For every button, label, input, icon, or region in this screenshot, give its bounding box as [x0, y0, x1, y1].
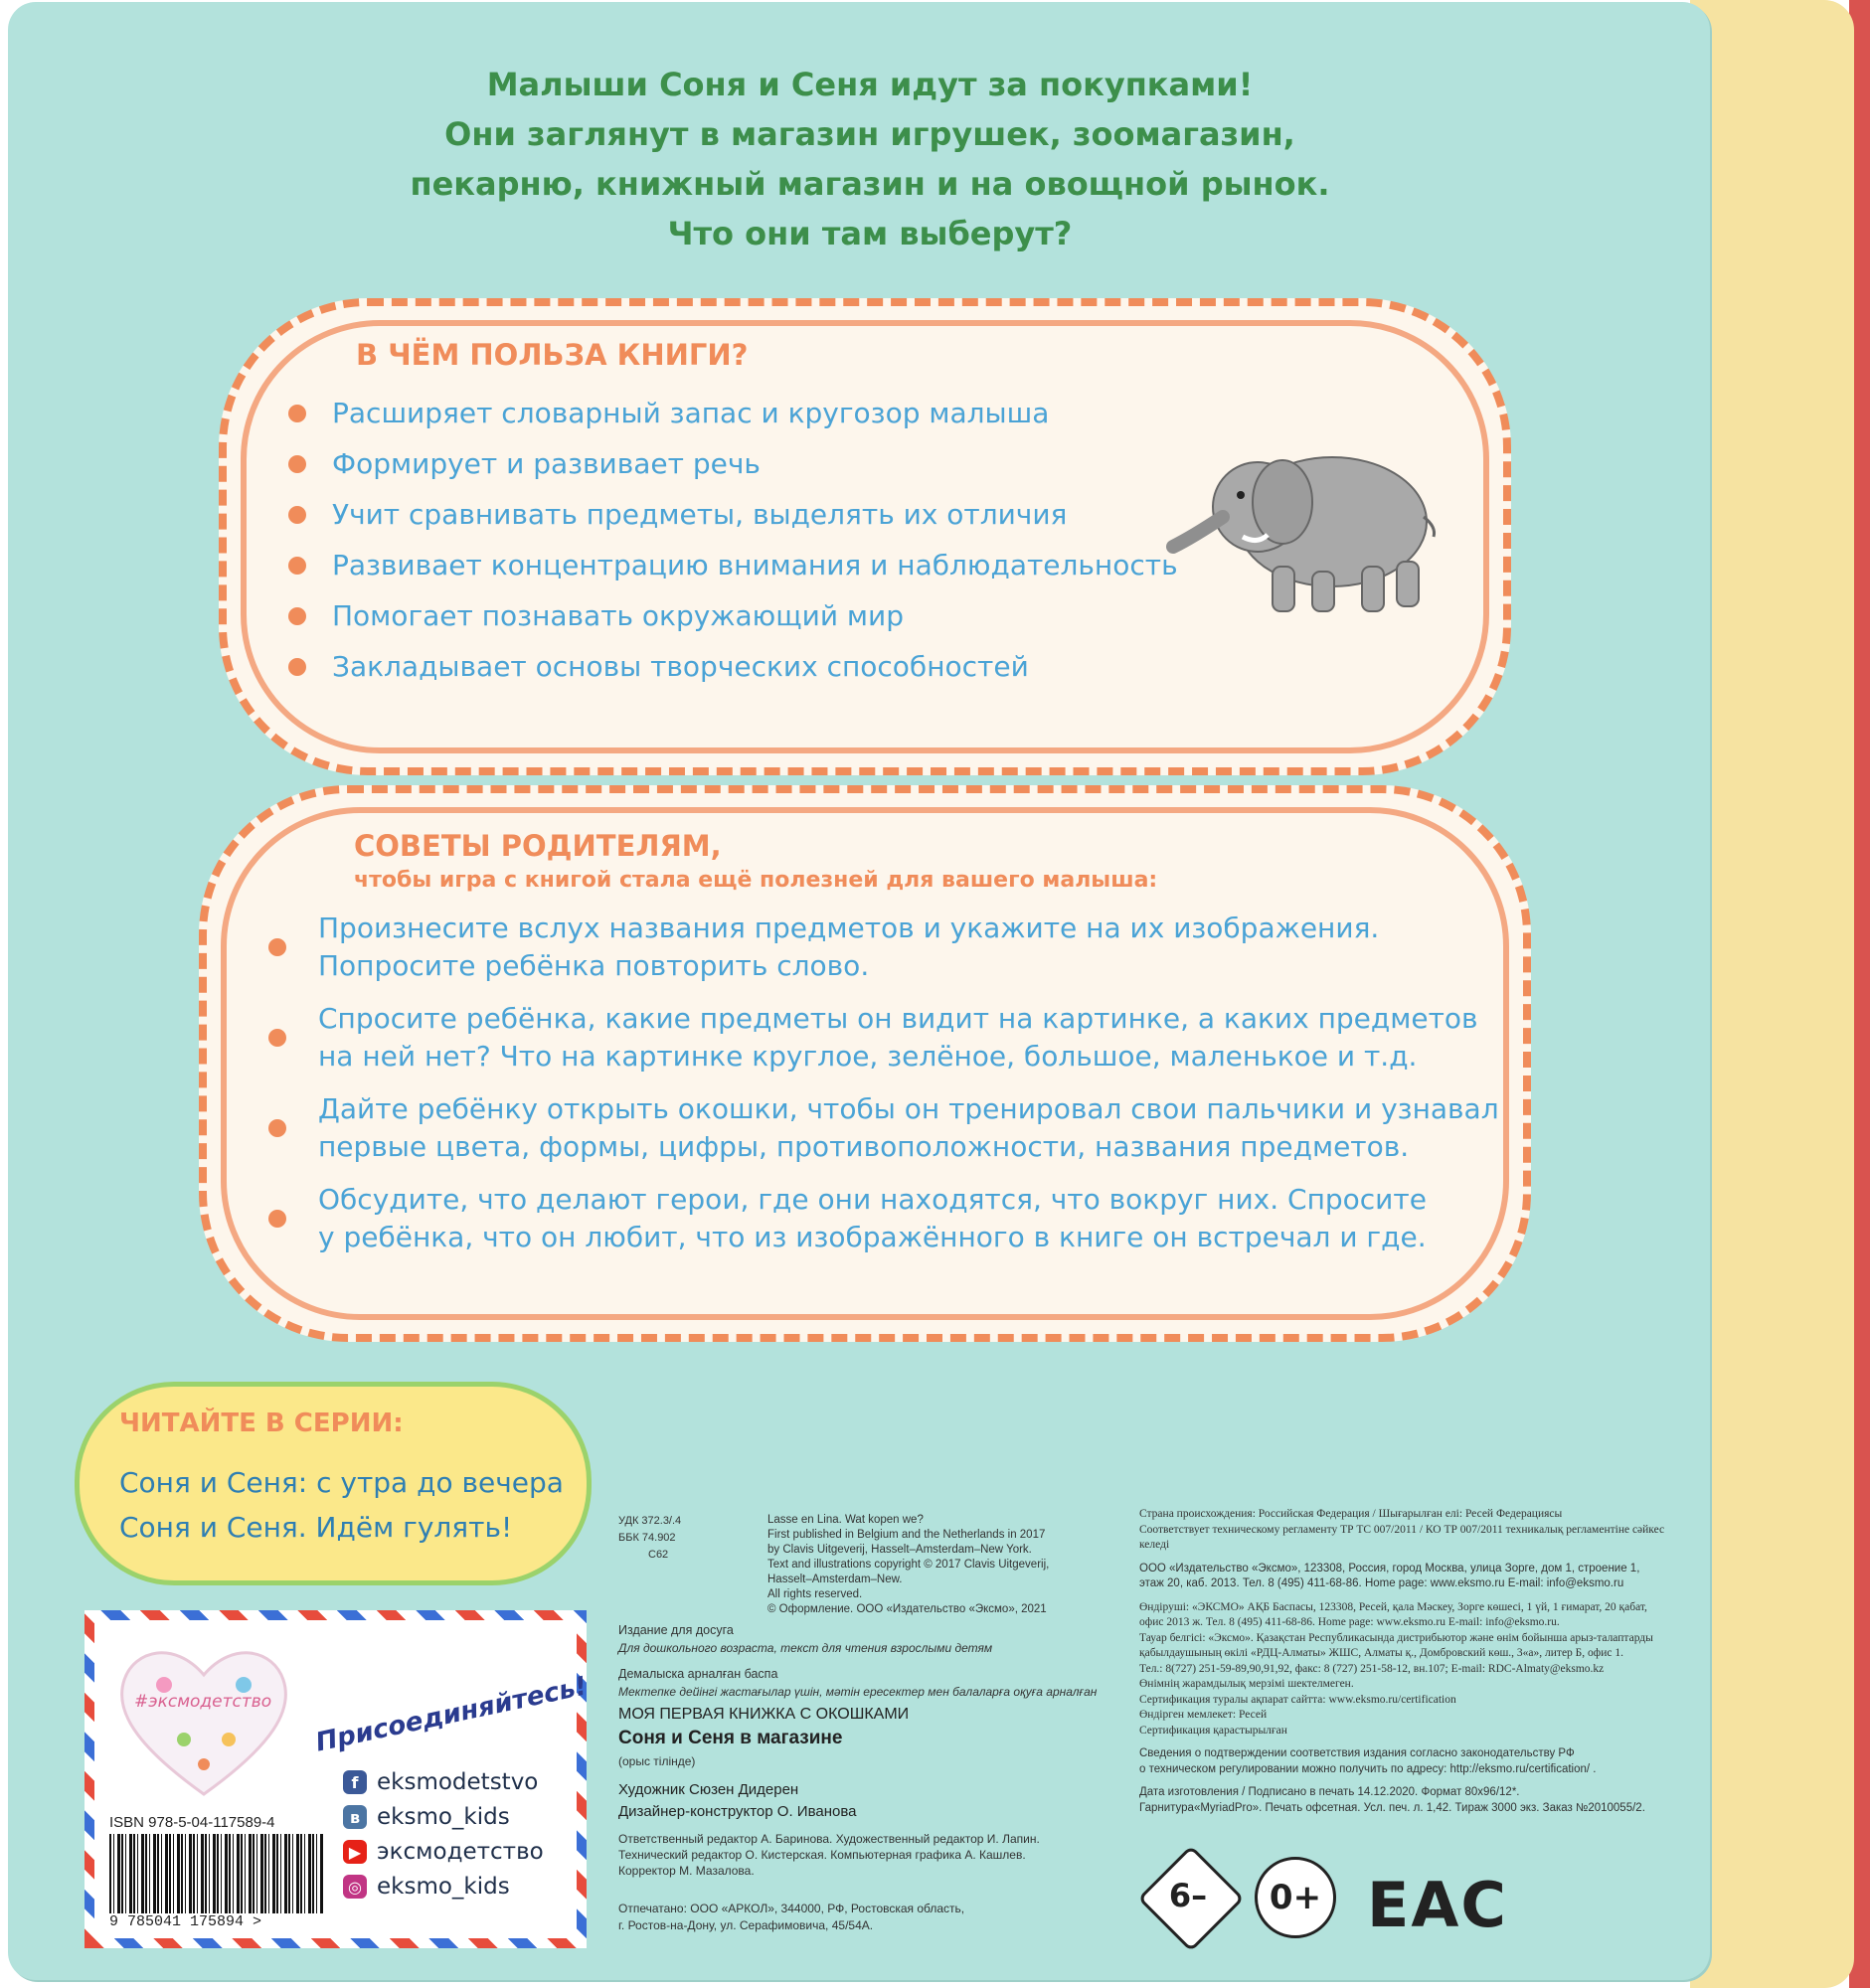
- udk-line: С62: [648, 1549, 669, 1561]
- social-label: eksmo_kids: [377, 1804, 510, 1830]
- benefit-item: [288, 394, 1049, 433]
- imprint-line: Сертификация қарастырылған: [1139, 1724, 1287, 1737]
- bullet-dot: [268, 938, 286, 956]
- printer-line: г. Ростов-на-Дону, ул. Серафимовича, 45/54А.: [618, 1918, 874, 1932]
- copyright-line: by Clavis Uitgeverij, Hasselt–Amsterdam–New York.: [767, 1544, 1032, 1556]
- editors-line: Технический редактор О. Кистерская. Компьютерная графика А. Кашлев.: [618, 1848, 1026, 1862]
- benefit-item: [288, 647, 1029, 687]
- imprint-line: офис 2013 ж. Тел. 8 (495) 411-68-86. Home page: www.eksmo.ru E-mail: info@eksmo.ru.: [1139, 1616, 1560, 1628]
- hashtag-label: #эксмодетство: [134, 1692, 272, 1712]
- imprint-spacer: [1139, 1592, 1696, 1600]
- tip-line: Попросите ребёнка повторить слово.: [318, 949, 870, 982]
- benefit-item: [288, 546, 1178, 585]
- bullet-dot: [268, 1029, 286, 1047]
- bullet-dot: [288, 607, 306, 625]
- elephant-illustration: [1163, 427, 1442, 616]
- imprint-line: ООО «Издательство «Эксмо», 123308, Россия, город Москва, улица Зорге, дом 1, строение 1,: [1139, 1562, 1640, 1574]
- age-badge-0: 0+: [1255, 1857, 1336, 1938]
- tip-text: [318, 1181, 1427, 1256]
- social-link-facebook[interactable]: [343, 1769, 538, 1795]
- join-label: Присоединяйтесь!: [312, 1671, 591, 1758]
- barcode: [109, 1834, 323, 1913]
- social-link-vk[interactable]: [343, 1804, 510, 1830]
- tip-item: [268, 1000, 1478, 1076]
- imprint-spacer: [1139, 1777, 1696, 1785]
- tip-line: Произнесите вслух названия предметов и укажите на их изображения.: [318, 911, 1380, 944]
- benefit-text: Закладывает основы творческих способностей: [332, 650, 1029, 683]
- tip-line: Спросите ребёнка, какие предметы он видит на картинке, а каких предметов: [318, 1002, 1478, 1035]
- imprint-line: Гарнитура«MyriadPro». Печать офсетная. Усл. печ. л. 1,42. Тираж 3000 экз. Заказ №2010055/2.: [1139, 1801, 1645, 1814]
- udk-line: УДК 372.3/.4: [618, 1515, 682, 1527]
- book-spine: [1690, 0, 1854, 1988]
- bullet-dot: [288, 506, 306, 524]
- benefit-text: Формирует и развивает речь: [332, 447, 761, 480]
- benefit-item: [288, 596, 904, 636]
- barcode-number: 9 785041 175894 >: [109, 1913, 262, 1930]
- tip-text: [318, 1090, 1499, 1166]
- book-title: Соня и Сеня в магазине: [618, 1728, 843, 1748]
- intro-line: Что они там выберут?: [667, 215, 1073, 252]
- tips-subheading: чтобы игра с книгой стала ещё полезней для вашего малыша:: [354, 868, 1158, 893]
- udk-line: ББК 74.902: [618, 1532, 676, 1544]
- edition-type-kz: Демалыска арналған баспа: [618, 1667, 778, 1681]
- age-badge-6: 6–: [1168, 1877, 1208, 1914]
- tip-text: [318, 1000, 1478, 1076]
- bullet-dot: [288, 658, 306, 676]
- youtube-icon: ▶: [343, 1840, 367, 1864]
- tip-item: [268, 1181, 1427, 1256]
- isbn-label: ISBN 978-5-04-117589-4: [109, 1814, 275, 1831]
- imprint-line: Өнімнің жарамдылық мерзімі шектелмеген.: [1139, 1678, 1354, 1690]
- tip-line: Обсудите, что делают герои, где они находятся, что вокруг них. Спросите: [318, 1183, 1427, 1216]
- bullet-dot: [268, 1119, 286, 1137]
- copyright-line: Lasse en Lina. Wat kopen we?: [767, 1514, 924, 1526]
- edition-age-kz: Мектепке дейінгі жастағылар үшін, мәтін ересектер мен балаларға оқуға арналған: [618, 1685, 1098, 1699]
- book-language: (орыс тілінде): [618, 1754, 696, 1768]
- social-label: eksmodetstvo: [377, 1769, 539, 1795]
- imprint-line: Өндіруші: «ЭКСМО» АҚБ Баспасы, 123308, Ресей, қала Мәскеу, Зорге көшесі, 1 үй, 1 ғимарат, 20 қабат,: [1139, 1600, 1647, 1613]
- imprint-line: Дата изготовления / Подписано в печать 14.12.2020. Формат 80x96/12*.: [1139, 1786, 1520, 1798]
- intro-line: Они заглянут в магазин игрушек, зоомагазин,: [444, 115, 1295, 153]
- social-postcard: [85, 1610, 591, 1948]
- series-item: Соня и Сеня. Идём гулять!: [119, 1511, 513, 1544]
- printer-block: [618, 1901, 964, 1934]
- bullet-dot: [288, 455, 306, 473]
- heart-collage-icon: [114, 1640, 293, 1799]
- social-link-instagram[interactable]: [343, 1874, 510, 1900]
- social-label: эксмодетство: [377, 1839, 544, 1865]
- imprint-block: [1139, 1507, 1696, 1816]
- edition-age: Для дошкольного возраста, текст для чтения взрослыми детям: [618, 1641, 993, 1655]
- benefit-item: [288, 495, 1067, 535]
- editors-line: Корректор М. Мазалова.: [618, 1864, 755, 1878]
- tip-item: [268, 1090, 1499, 1166]
- tip-item: [268, 910, 1379, 985]
- imprint-line: қабылдаушының өкілі «РДЦ-Алматы» ЖШС, Алматы қ., Домбровский көш., 3«а», литер Б, офис 1.: [1139, 1647, 1623, 1659]
- designer-credit: Дизайнер-конструктор О. Иванова: [618, 1803, 857, 1820]
- editors-line: Ответственный редактор А. Баринова. Художественный редактор И. Лапин.: [618, 1832, 1040, 1846]
- imprint-line: Тауар белгісі: «Эксмо». Қазақстан Республикасында дистрибьютор және өнім бойынша арыз-талаптарды: [1139, 1631, 1653, 1644]
- instagram-icon: ◎: [343, 1875, 367, 1899]
- copyright-line: Text and illustrations copyright © 2017 Clavis Uitgeverij,: [767, 1559, 1050, 1571]
- tip-line: Дайте ребёнку открыть окошки, чтобы он тренировал свои пальчики и узнавал: [318, 1092, 1499, 1125]
- imprint-line: Сертификация туралы ақпарат сайтта: www.eksmo.ru/certification: [1139, 1693, 1456, 1706]
- bullet-dot: [288, 405, 306, 422]
- udk-block: [618, 1513, 681, 1564]
- benefit-text: Помогает познавать окружающий мир: [332, 599, 905, 632]
- artist-credit: Художник Сюзен Дидерен: [618, 1781, 799, 1798]
- copyright-block: [767, 1513, 1049, 1617]
- imprint-spacer: [1139, 1739, 1696, 1746]
- social-label: eksmo_kids: [377, 1874, 510, 1900]
- facebook-icon: f: [343, 1770, 367, 1794]
- vk-icon: в: [343, 1805, 367, 1829]
- imprint-spacer: [1139, 1554, 1696, 1562]
- imprint-line: Тел.: 8(727) 251-59-89,90,91,92, факс: 8 (727) 251-58-12, вн.107; E-mail: RDC-Almaty@eksmo.kz: [1139, 1662, 1605, 1675]
- tip-line: первые цвета, формы, цифры, противоположности, названия предметов.: [318, 1130, 1410, 1163]
- series-box: [75, 1382, 592, 1585]
- copyright-line: First published in Belgium and the Netherlands in 2017: [767, 1529, 1046, 1541]
- benefit-item: [288, 444, 761, 484]
- imprint-line: Соответствует техническому регламенту ТР ТС 007/2011 / КО ТР 007/2011 техникалық регламентіне сәйкес келеді: [1139, 1523, 1665, 1551]
- editors-block: [618, 1831, 1040, 1879]
- copyright-line: Hasselt–Amsterdam–New.: [767, 1574, 903, 1585]
- social-link-youtube[interactable]: [343, 1839, 544, 1865]
- eac-mark: EAC: [1367, 1869, 1508, 1941]
- series-item: Соня и Сеня: с утра до вечера: [119, 1466, 564, 1499]
- imprint-line: Страна происхождения: Российская Федерация / Шығарылған елі: Ресей Федерациясы: [1139, 1508, 1563, 1520]
- copyright-line: All rights reserved.: [767, 1588, 863, 1600]
- edition-type: Издание для досуга: [618, 1623, 734, 1637]
- tip-line: у ребёнка, что он любит, что из изображённого в книге он встречал и где.: [318, 1221, 1427, 1253]
- intro-line: Малыши Соня и Сеня идут за покупками!: [486, 66, 1254, 103]
- tip-line: на ней нет? Что на картинке круглое, зелёное, большое, маленькое и т.д.: [318, 1040, 1418, 1073]
- benefits-heading: В ЧЁМ ПОЛЬЗА КНИГИ?: [356, 338, 749, 372]
- printer-line: Отпечатано: ООО «АРКОЛ», 344000, РФ, Ростовская область,: [618, 1902, 965, 1915]
- benefit-text: Расширяет словарный запас и кругозор малыша: [332, 397, 1050, 429]
- benefit-text: Учит сравнивать предметы, выделять их отличия: [332, 498, 1068, 531]
- bullet-dot: [268, 1210, 286, 1228]
- imprint-line: Өндірген мемлекет: Ресей: [1139, 1709, 1268, 1721]
- series-line: МОЯ ПЕРВАЯ КНИЖКА С ОКОШКАМИ: [618, 1706, 910, 1723]
- benefit-text: Развивает концентрацию внимания и наблюдательность: [332, 549, 1178, 581]
- tip-text: [318, 910, 1379, 985]
- bullet-dot: [288, 557, 306, 575]
- tips-heading: СОВЕТЫ РОДИТЕЛЯМ,: [354, 829, 722, 863]
- imprint-line: о техническом регулировании можно получить по адресу: http://eksmo.ru/certification/ .: [1139, 1762, 1597, 1775]
- imprint-line: этаж 20, каб. 2013. Тел. 8 (495) 411-68-86. Home page: www.eksmo.ru E-mail: info@eksmo.ru: [1139, 1577, 1624, 1589]
- series-title: ЧИТАЙТЕ В СЕРИИ:: [119, 1408, 404, 1438]
- copyright-line: © Оформление. ООО «Издательство «Эксмо», 2021: [767, 1603, 1047, 1615]
- intro-text: [298, 60, 1442, 258]
- intro-line: пекарню, книжный магазин и на овощной рынок.: [410, 165, 1330, 203]
- imprint-line: Сведения о подтверждении соответствия издания согласно законодательству РФ: [1139, 1747, 1575, 1759]
